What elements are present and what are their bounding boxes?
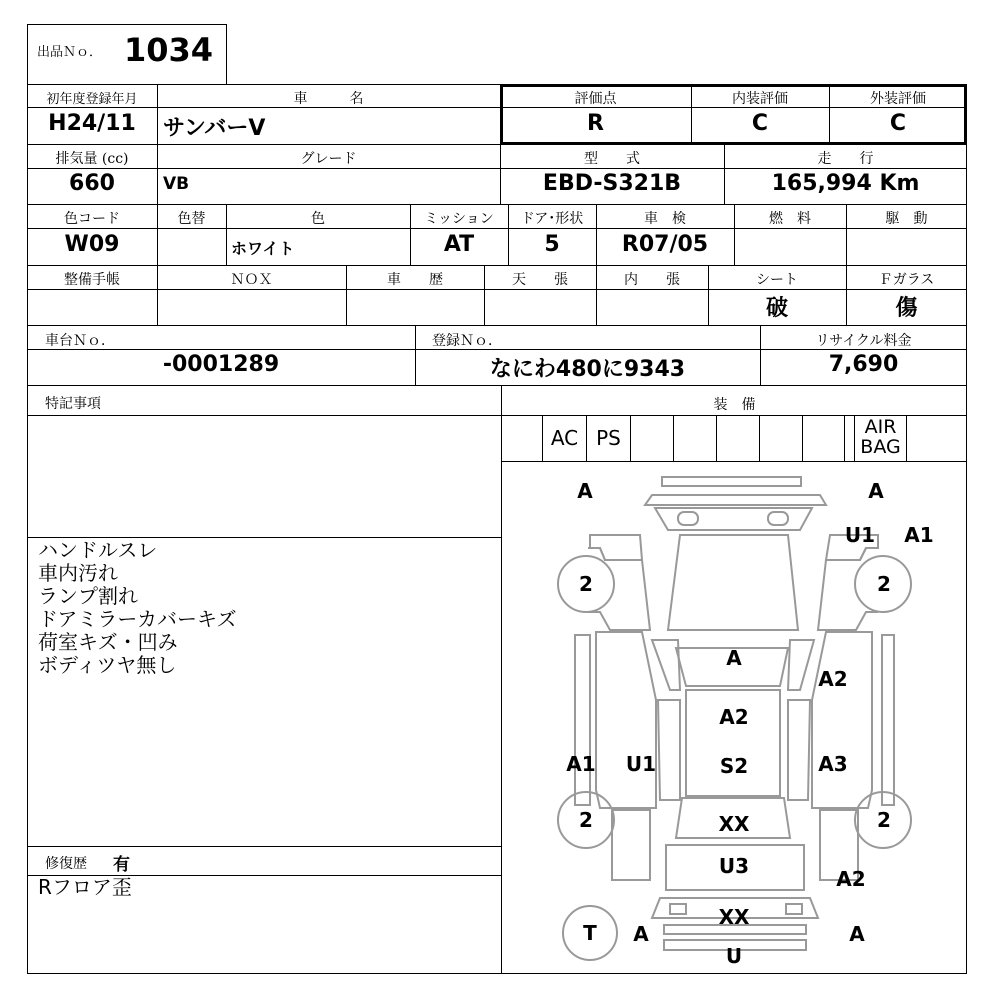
mark-front-left: A	[577, 479, 593, 503]
mark-front-right: A	[868, 479, 884, 503]
registration-number-value: なにわ480に9343	[489, 357, 686, 382]
mark-tire-front-right: 2	[877, 572, 891, 596]
chassis-number-value: -0001289	[162, 352, 280, 377]
mark-bottom: U	[725, 944, 743, 968]
mark-a1-top: A1	[904, 523, 934, 547]
front-glass-label: Ｆガラス	[878, 272, 935, 288]
interior-grade-label: 内装評価	[732, 91, 788, 107]
recolor-label: 色替	[177, 211, 206, 227]
seat-label: シート	[756, 272, 798, 288]
mark-right-front-door: A2	[818, 667, 848, 691]
nox-label: ＮＯＸ	[230, 272, 273, 288]
interior-trim-label: 内 張	[624, 272, 680, 288]
car-name-label: 車 名	[293, 91, 364, 107]
remarks-label: 特記事項	[45, 396, 101, 412]
transmission-label: ミッション	[424, 211, 494, 227]
drive-label: 駆 動	[885, 211, 928, 227]
car-name-value: サンバーV	[163, 116, 266, 141]
mark-roof: A2	[719, 705, 749, 729]
model-code-value: EBD-S321B	[542, 171, 682, 196]
displacement-value: 660	[69, 171, 115, 196]
remark-line: 荷室キズ・凹み	[38, 630, 178, 654]
remark-line: ランプ割れ	[38, 584, 138, 608]
displacement-label: 排気量 (cc)	[55, 151, 129, 167]
grade-label: グレード	[300, 151, 357, 167]
equipment-item-ps: PS	[596, 426, 621, 450]
mark-rear-left: A	[633, 922, 649, 946]
remark-line: 車内汚れ	[38, 561, 118, 585]
door-shape-value: 5	[544, 232, 560, 257]
mark-tailgate: U3	[718, 854, 750, 878]
grade-value: VB	[163, 174, 190, 194]
repair-history-value: 有	[113, 855, 130, 875]
color-value: ホワイト	[231, 239, 295, 258]
mark-left-a1: A1	[566, 752, 596, 776]
mark-right-a3: A3	[818, 752, 848, 776]
mark-tire-rear-right: 2	[877, 808, 891, 832]
score-value: R	[587, 111, 604, 136]
mark-roof-center: S2	[719, 754, 749, 778]
mark-hood: A	[726, 646, 742, 670]
mileage-value: 165,994 Km	[771, 171, 920, 196]
remark-line: ドアミラーカバーキズ	[38, 607, 237, 631]
mark-rear-bumper: XX	[718, 905, 750, 929]
car-damage-diagram	[502, 461, 967, 974]
equipment-item-ac: AC	[550, 426, 579, 450]
fuel-label: 燃 料	[769, 211, 811, 227]
chassis-number-label: 車台Ｎｏ．	[45, 333, 115, 349]
remark-line: ハンドルスレ	[38, 538, 158, 562]
mark-left-u1: U1	[625, 752, 657, 776]
mileage-label: 走 行	[817, 151, 874, 167]
first-registration-value: H24/11	[48, 111, 136, 136]
vehicle-history-label: 車 歴	[387, 272, 443, 288]
inspection-label: 車 検	[644, 211, 686, 227]
transmission-value: AT	[443, 232, 475, 257]
mark-tire-rear-left: 2	[579, 808, 593, 832]
exterior-grade-label: 外装評価	[870, 91, 926, 107]
first-registration-label: 初年度登録年月	[46, 92, 138, 107]
mark-spare-tire: T	[583, 921, 597, 945]
color-label: 色	[311, 211, 325, 227]
maintenance-book-label: 整備手帳	[64, 272, 120, 288]
listing-number-value: 1034	[124, 31, 214, 69]
seat-value: 破	[765, 295, 788, 321]
equipment-label: 装 備	[713, 397, 756, 413]
equipment-grid	[502, 415, 967, 461]
front-glass-value: 傷	[895, 295, 918, 321]
score-label: 評価点	[574, 91, 617, 107]
model-code-label: 型 式	[584, 151, 640, 167]
recycle-fee-value: 7,690	[828, 352, 899, 377]
interior-grade-value: C	[751, 111, 769, 136]
mark-tire-front-left: 2	[579, 572, 593, 596]
remarks-list	[38, 539, 493, 677]
door-shape-label: ドア･形状	[520, 211, 584, 227]
mark-right-rear: A2	[836, 867, 866, 891]
recycle-fee-label: リサイクル料金	[815, 333, 912, 349]
equipment-item-airbag: AIR BAG	[860, 416, 901, 458]
color-code-label: 色コード	[64, 211, 120, 227]
repair-note: Rフロア歪	[38, 875, 132, 899]
mark-u1-top: U1	[844, 523, 876, 547]
registration-number-label: 登録Ｎｏ．	[432, 333, 502, 349]
inspection-value: R07/05	[621, 232, 709, 257]
exterior-grade-value: C	[889, 111, 907, 136]
remark-line: ボディツヤ無し	[38, 653, 177, 677]
mark-rear-glass: XX	[718, 812, 750, 836]
mark-rear-right: A	[849, 922, 865, 946]
repair-history-label: 修復歴	[45, 856, 87, 872]
listing-number-label: 出品Ｎｏ．	[37, 45, 103, 60]
color-code-value: W09	[64, 232, 120, 257]
ceiling-label: 天 張	[512, 272, 568, 288]
